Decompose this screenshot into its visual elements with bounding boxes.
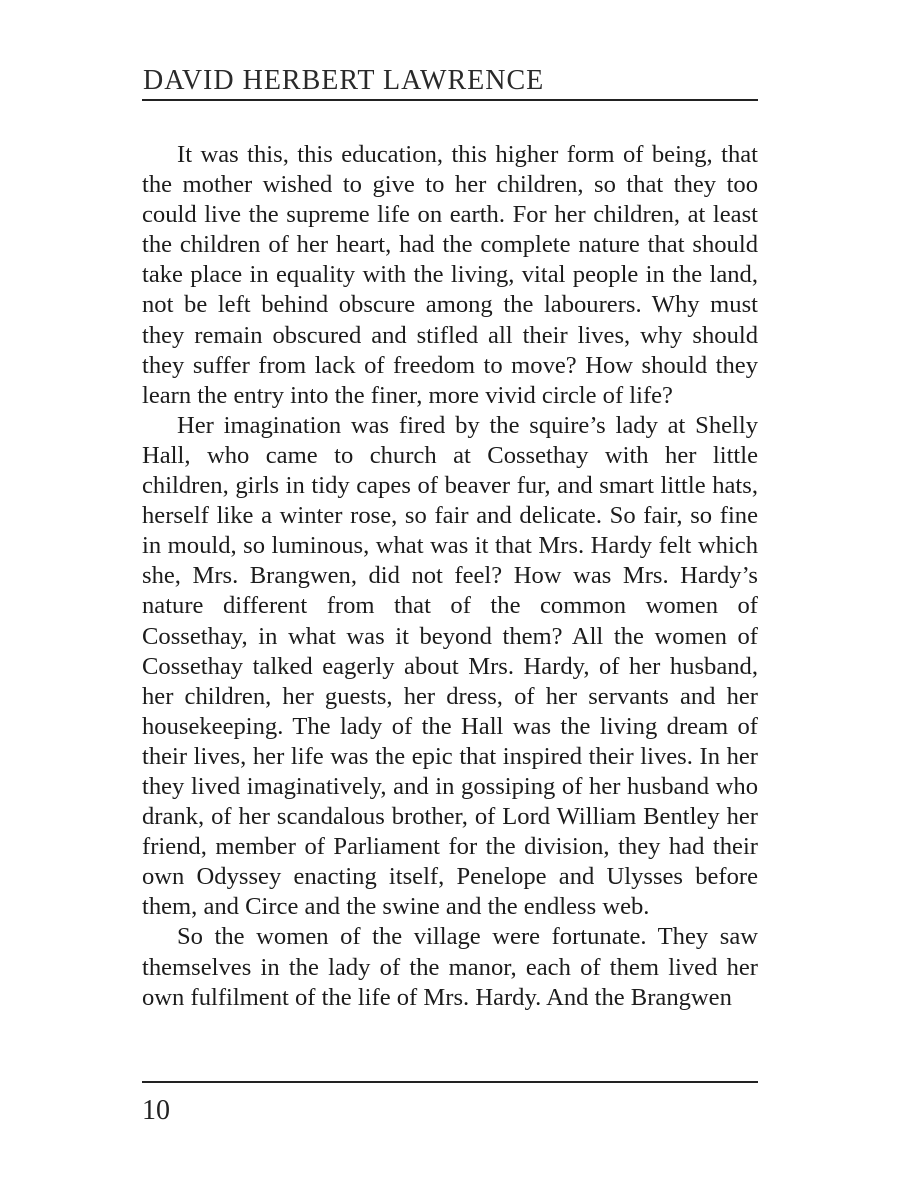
paragraph: It was this, this education, this higher form of being, that the mother wished to give to her children, so that they too could live the supreme life on earth. For her children, at least the children of her heart, had the complete nature that should take place in equality with the living, vital people in the land, not be left behind obscure among the labourers. Why must they remain obscured and stifled all their lives, why should they suffer from lack of freedom to move? How should they learn the entry into the finer, more vivid circle of life? bbox=[142, 141, 758, 409]
body-text bbox=[142, 140, 758, 1013]
paragraph: So the women of the village were fortunate. They saw themselves in the lady of the manor, each of them lived her own fulfilment of the life of Mrs. Hardy. And the Brangwen bbox=[142, 923, 758, 1011]
page-number: 10 bbox=[142, 1095, 170, 1126]
running-head: DAVID HERBERT LAWRENCE bbox=[143, 65, 545, 96]
footer-rule bbox=[142, 1081, 758, 1083]
paragraph: Her imagination was fired by the squire’s lady at Shelly Hall, who came to church at Cossethay with her little children, girls in tidy capes of beaver fur, and smart little hats, herself like a winter rose, so fair and delicate. So fair, so fine in mould, so luminous, what was it that Mrs. Hardy felt which she, Mrs. Brangwen, did not feel? How was Mrs. Hardy’s nature different from that of the common women of Cossethay, in what was it beyond them? All the women of Cossethay talked eagerly about Mrs. Hardy, of her husband, her children, her guests, her dress, of her servants and her housekeeping. The lady of the Hall was the living dream of their lives, her life was the epic that inspired their lives. In her they lived imaginatively, and in gossiping of her husband who drank, of her scandalous brother, of Lord William Bentley her friend, member of Parliament for the division, they had their own Odyssey enacting itself, Penelope and Ulysses before them, and Circe and the swine and the endless web. bbox=[142, 411, 758, 921]
header-rule bbox=[142, 99, 758, 101]
